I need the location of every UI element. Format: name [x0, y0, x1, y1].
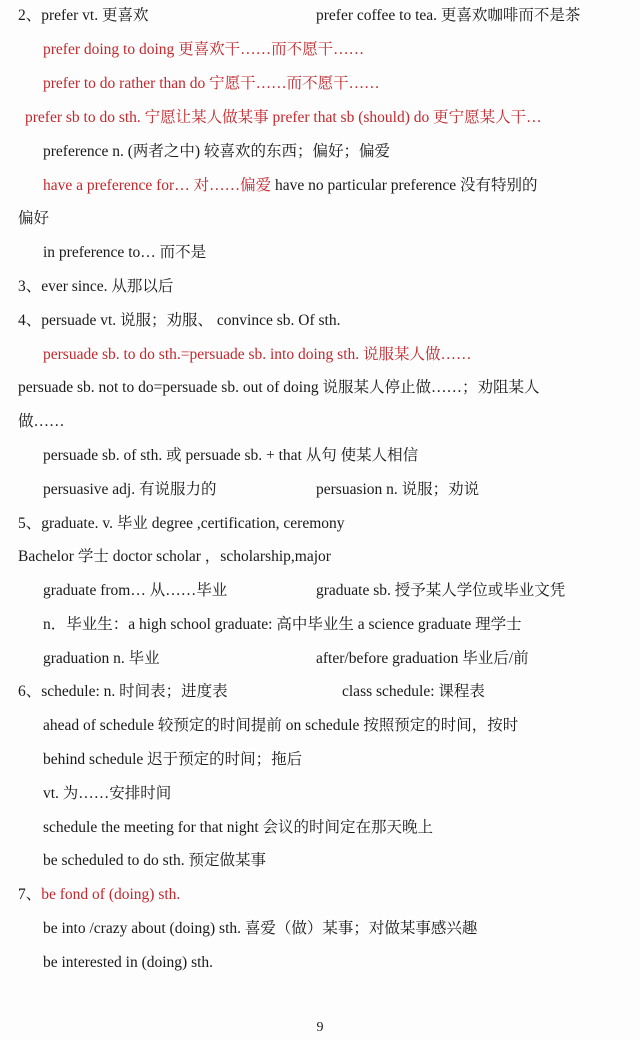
entry-6-heading	[18, 682, 228, 702]
entry-6-verb-form: vt. 为……安排时间	[43, 785, 172, 802]
entry-2-phrase: prefer sb to do sth. 宁愿让某人做某事 prefer that sb (should) do 更宁愿某人干…	[25, 109, 542, 126]
entry-5-phrase: after/before graduation 毕业后/前	[316, 650, 529, 667]
highlighted-phrase: have a preference for… 对……偏爱	[43, 177, 272, 194]
entry-7-heading	[18, 885, 180, 905]
entry-4-noun-form: persuasion n. 说服；劝说	[316, 481, 480, 498]
entry-6-phrase: schedule the meeting for that night 会议的时间定在那天晚上	[43, 819, 434, 836]
entry-2-example: prefer coffee to tea. 更喜欢咖啡而不是茶	[316, 7, 581, 24]
entry-5-related-words: Bachelor 学士 doctor scholar ，scholarship,major	[18, 548, 331, 565]
entry-4-adjective-form: persuasive adj. 有说服力的	[43, 481, 217, 498]
entry-5-noun-form: graduation n. 毕业	[43, 650, 160, 667]
entry-4-phrase: persuade sb. of sth. 或 persuade sb. + that 从句 使某人相信	[43, 447, 419, 464]
entry-4-phrase: persuade sb. to do sth.=persuade sb. into doing sth. 说服某人做……	[43, 346, 472, 363]
entry-6-phrase: behind schedule 迟于预定的时间；拖后	[43, 751, 303, 768]
entry-number: 2、	[18, 7, 42, 24]
entry-number: 3、	[18, 278, 42, 295]
entry-2-phrase-mixed	[43, 176, 538, 196]
entry-4-heading	[18, 311, 340, 331]
entry-term: be fond of (doing) sth.	[41, 886, 181, 903]
entry-term: graduate. v. 毕业 degree ,certification, ceremony	[41, 515, 345, 532]
entry-term: prefer vt. 更喜欢	[41, 7, 149, 24]
entry-4-phrase: persuade sb. not to do=persuade sb. out of doing 说服某人停止做……；劝阻某人	[18, 379, 540, 396]
entry-5-phrase: graduate sb. 授予某人学位或毕业文凭	[316, 582, 566, 599]
entry-term: ever since. 从那以后	[41, 278, 174, 295]
page-number: 9	[316, 1020, 324, 1035]
entry-2-noun-form: preference n. (两者之中) 较喜欢的东西；偏好；偏爱	[43, 143, 390, 160]
entry-5-noun-form: n．毕业生：a high school graduate: 高中毕业生 a science graduate 理学士	[43, 616, 522, 633]
entry-2-phrase: prefer to do rather than do 宁愿干……而不愿干……	[43, 75, 380, 92]
entry-2-heading	[18, 6, 148, 26]
entry-3-heading	[18, 277, 173, 297]
entry-term: persuade vt. 说服；劝服、 convince sb. Of sth.	[41, 312, 341, 329]
entry-7-phrase: be into /crazy about (doing) sth. 喜爱（做）某事；对做某事感兴趣	[43, 920, 478, 937]
entry-number: 4、	[18, 312, 42, 329]
plain-phrase: have no particular preference 没有特别的	[271, 177, 538, 194]
entry-5-phrase: graduate from… 从……毕业	[43, 582, 228, 599]
entry-number: 7、	[18, 886, 42, 903]
entry-6-example: class schedule: 课程表	[342, 683, 485, 700]
entry-6-phrase: ahead of schedule 较预定的时间提前 on schedule 按照预定的时间，按时	[43, 717, 519, 734]
entry-2-continuation: 偏好	[18, 210, 50, 227]
entry-2-phrase: prefer doing to doing 更喜欢干……而不愿干……	[43, 41, 365, 58]
entry-4-continuation: 做……	[18, 413, 65, 430]
entry-2-phrase: in preference to… 而不是	[43, 244, 207, 261]
entry-6-phrase: be scheduled to do sth. 预定做某事	[43, 852, 267, 869]
entry-5-heading	[18, 514, 345, 534]
entry-term: schedule: n. 时间表；进度表	[41, 683, 228, 700]
entry-number: 6、	[18, 683, 42, 700]
entry-number: 5、	[18, 515, 42, 532]
entry-7-phrase: be interested in (doing) sth.	[43, 954, 214, 971]
